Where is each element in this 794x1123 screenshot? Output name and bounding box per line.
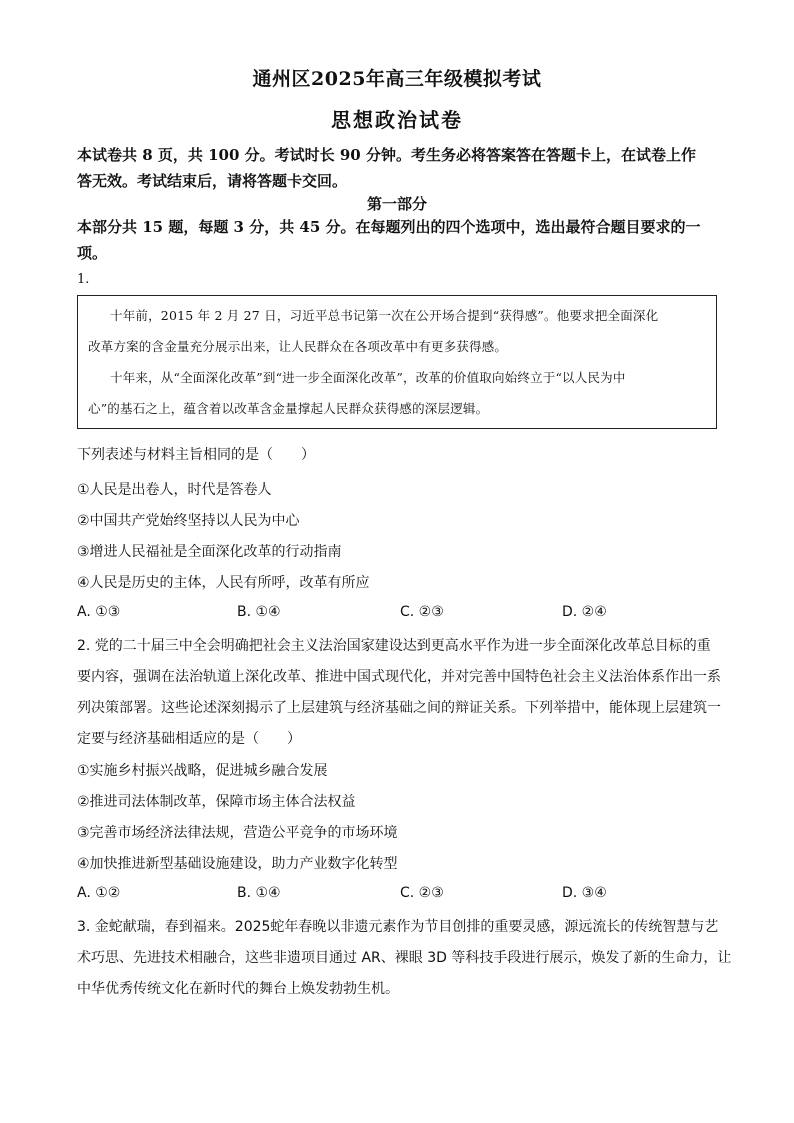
question-3-stem-line-1: 3. 金蛇献瑞，春到福来。2025蛇年春晚以非遗元素作为节目创排的重要灵感，源远流长的传统智慧与艺	[77, 919, 719, 935]
question-2-stem-line-4: 定要与经济基础相适应的是（ ）	[77, 731, 301, 747]
question-3-stem-line-2: 术巧思、先进技术相融合，这些非遗项目通过 AR、裸眼 3D 等科技手段进行展示，焕发了新的生命力，让	[77, 950, 732, 966]
material-line-1: 十年前，2015 年 2 月 27 日，习近平总书记第一次在公开场合提到“获得感”。他要求把全面深化	[110, 308, 659, 323]
part-one-heading: 第一部分	[366, 195, 427, 213]
question-1-option-a[interactable]: A. ①③	[77, 604, 121, 620]
question-2-option-a[interactable]: A. ①②	[77, 885, 121, 901]
question-2-option-d[interactable]: D. ③④	[562, 885, 607, 901]
question-2-item-3: ③完善市场经济法律法规，营造公平竞争的市场环境	[77, 825, 398, 841]
question-1-number: 1.	[77, 272, 90, 287]
question-1-item-1: ①人民是出卷人，时代是答卷人	[77, 482, 272, 498]
question-1-item-2: ②中国共产党始终坚持以人民为中心	[77, 513, 300, 529]
instructions-line-1: 本试卷共 8 页，共 100 分。考试时长 90 分钟。考生务必将答案答在答题卡上，在试卷上作	[77, 146, 696, 164]
question-2-stem-line-3: 列决策部署。这些论述深刻揭示了上层建筑与经济基础之间的辩证关系。下列举措中，能体现上层建筑一	[77, 700, 721, 716]
question-2-item-2: ②推进司法体制改革，保障市场主体合法权益	[77, 794, 356, 810]
question-2-stem-line-2: 要内容，强调在法治轨道上深化改革、推进中国式现代化，并对完善中国特色社会主义法治体系作出一系	[77, 669, 721, 685]
question-2-option-c[interactable]: C. ②③	[400, 885, 444, 901]
part-one-desc-line-2: 项。	[77, 244, 108, 262]
material-line-3: 十年来，从“全面深化改革”到“进一步全面深化改革”，改革的价值取向始终立于“以人民为中	[110, 370, 626, 385]
question-2-option-b[interactable]: B. ①④	[237, 885, 281, 901]
exam-subtitle: 思想政治试卷	[331, 108, 463, 132]
exam-title: 通州区2025年高三年级模拟考试	[252, 68, 542, 90]
question-2-stem-line-1: 2. 党的二十届三中全会明确把社会主义法治国家建设达到更高水平作为进一步全面深化改革总目标的重	[77, 638, 711, 654]
question-2-item-1: ①实施乡村振兴战略，促进城乡融合发展	[77, 763, 328, 779]
question-1-option-d[interactable]: D. ②④	[562, 604, 607, 620]
question-1-material-box	[77, 295, 717, 429]
material-line-4: 心”的基石之上，蕴含着以改革含金量撑起人民群众获得感的深层逻辑。	[88, 401, 489, 416]
instructions-line-2: 答无效。考试结束后，请将答题卡交回。	[77, 172, 348, 190]
material-line-2: 改革方案的含金量充分展示出来，让人民群众在各项改革中有更多获得感。	[88, 339, 508, 354]
question-1-option-b[interactable]: B. ①④	[237, 604, 281, 620]
question-1-stem: 下列表述与材料主旨相同的是（ ）	[77, 447, 315, 463]
question-1-option-c[interactable]: C. ②③	[400, 604, 444, 620]
part-one-desc-line-1: 本部分共 15 题，每题 3 分，共 45 分。在每题列出的四个选项中，选出最符合题目要求的一	[77, 218, 701, 236]
question-2-item-4: ④加快推进新型基础设施建设，助力产业数字化转型	[77, 856, 398, 872]
question-1-item-4: ④人民是历史的主体，人民有所呼，改革有所应	[77, 575, 370, 591]
question-1-item-3: ③增进人民福祉是全面深化改革的行动指南	[77, 544, 342, 560]
question-3-stem-line-3: 中华优秀传统文化在新时代的舞台上焕发勃勃生机。	[77, 981, 399, 997]
